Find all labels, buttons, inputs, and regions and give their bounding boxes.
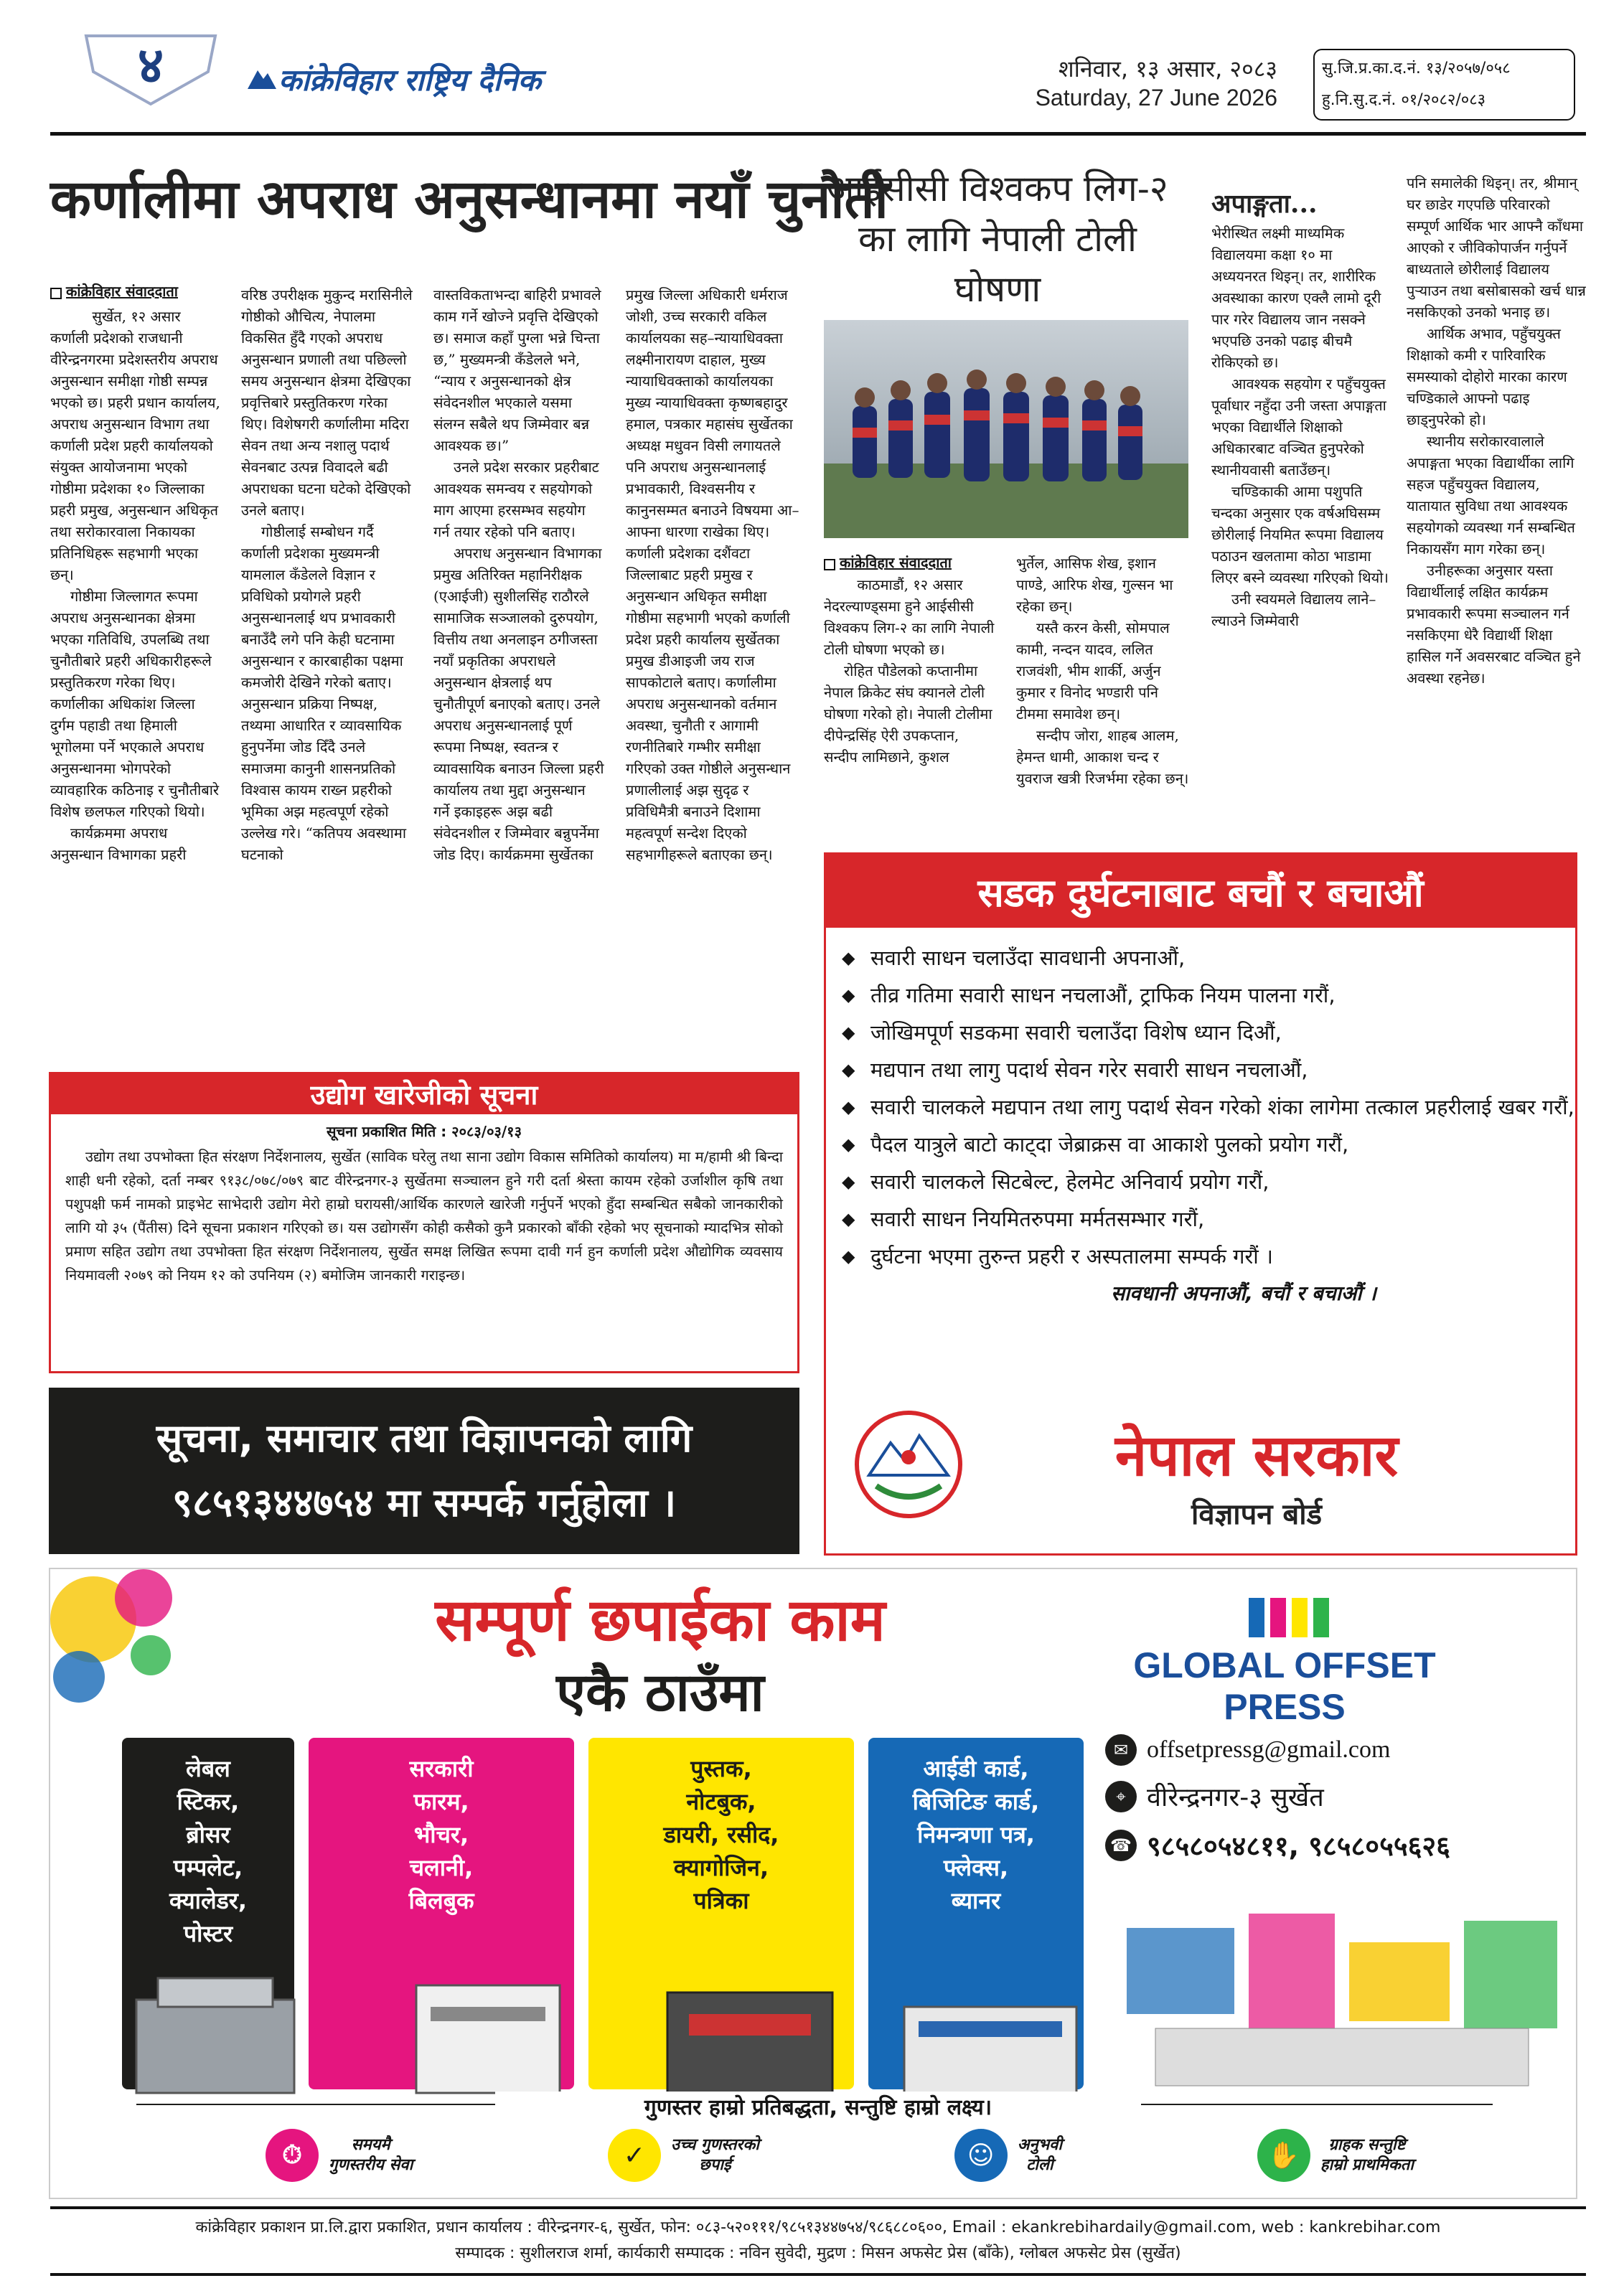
printing-machines-illustration [115, 1957, 1091, 2100]
press-address-row [1105, 1779, 1564, 1814]
road-safety-item: ◆ सवारी चालकले मद्यपान तथा लागु पदार्थ सेवन गरेको शंका लागेमा तत्काल प्रहरीलाई खबर गरौं, [833, 1088, 1575, 1126]
lead-byline [50, 281, 215, 301]
footer-publisher: कांक्रेविहार प्रकाशन प्रा.लि.द्वारा प्रकाशित, प्रधान कार्यालय : वीरेन्द्रनगर-६, सुर्खेत, फोन: ०८३-५२०१११/९८५१३४४७५४/९८६८८०६००, Email : ekankrebihardaily@gmail.com, web : kankrebihar.com [195, 2219, 1441, 2236]
lead-dateline: सुर्खेत, १२ असार [92, 308, 181, 325]
sport-paragraph: नेदरल्याण्ड्समा हुने आईसीसी विश्वकप लिग-२ का लागि नेपाली टोली घोषणा भएको छ। [824, 598, 995, 658]
date-english: Saturday, 27 June 2026 [1035, 85, 1277, 110]
byline-box-icon [824, 559, 835, 570]
feature-headline: अपाङ्गता... [1211, 189, 1318, 219]
page-number: ४ [137, 36, 164, 95]
check-icon: ✓ [608, 2129, 661, 2182]
notice-title: उद्योग खारेजीको सूचना [310, 1079, 538, 1111]
lead-col-4 [626, 284, 802, 1052]
service-label: समयमै गुणस्तरीय सेवा [329, 2136, 413, 2174]
press-ad [49, 1568, 1577, 2199]
service-label: ग्राहक सन्तुष्टि हाम्रो प्राथमिकता [1320, 2136, 1414, 2174]
team-photo [824, 320, 1188, 538]
sport-byline [824, 552, 996, 572]
masthead [0, 0, 1624, 136]
print-products-illustration [1112, 1885, 1572, 2100]
industry-notice [49, 1072, 799, 1373]
road-safety-item: ◆ जोखिमपूर्ण सडकमा सवारी चलाउँदा विशेष ध्यान दिऔं, [833, 1014, 1575, 1051]
road-safety-slogan: सावधानी अपनाऔं, बचौं र बचाऔं । [1111, 1281, 1376, 1305]
lead-paragraph: कर्णाली प्रदेशको राजधानी वीरेन्द्रनगरमा प्रदेशस्तरीय अपराध अनुसन्धान समीक्षा गोष्ठी सम्पन्न भएको छ। प्रहरी प्रधान कार्यालय, अपराध अनुसन्धान विभाग तथा कर्णाली प्रदेश प्रहरी कार्यालयको संयुक्त आयोजनामा भएको गोष्ठीमा प्रदेशका १० जिल्लाका प्रहरी प्रमुख, अनुसन्धान अधिकृत तथा सरोकारवाला निकायका प्रतिनिधिहरू सहभागी भएका छन्। [50, 329, 220, 583]
feature-paragraph: चण्डिकाकी आमा पशुपति चन्दका अनुसार एक वर्षअघिसम्म छोरीलाई नियमित रूपमा विद्यालय पठाउन खलतामा कोठा भाडामा लिएर बस्ने व्यवस्था गरिएको थियो। [1211, 483, 1389, 586]
lead-paragraph: अपराध अनुसन्धान विभागका प्रमुख अतिरिक्त महानिरीक्षक (एआईजी) सुशीलसिंह राठौरले सामाजिक सञ्जालको दुरुपयोग, वित्तीय तथा अनलाइन ठगीजस्ता नयाँ प्रकृतिका अपराधले अनुसन्धान क्षेत्रलाई थप चुनौतीपूर्ण बनाएको बताए। उनले अपराध अनुसन्धानलाई पूर्ण रूपमा निष्पक्ष, स्वतन्त्र र व्यावसायिक बनाउन जिल्ला प्रहरी कार्यालय तथा मुद्दा अनुसन्धान गर्ने इकाइहरू अझ बढी संवेदनशील र जिम्मेवार बन्नुपर्नेमा जोड दिए। कार्यक्रममा सुर्खेतका [433, 545, 604, 863]
lead-paragraph: वास्तविकताभन्दा बाहिरी प्रभावले काम गर्ने खोज्ने प्रवृत्ति देखिएको छ। समाज कहाँ पुग्ला भन्ने चिन्ता छ,” मुख्यमन्त्री कँडेलले भने, “न्याय र अनुसन्धानको क्षेत्र संवेदनशील भएकाले यसमा संलग्न सबैले थप जिम्मेवार बन्न आवश्यक छ।” [433, 286, 601, 454]
sport-col-1 [824, 574, 996, 839]
road-safety-ad [824, 852, 1577, 1556]
paper-name: कांक्रेविहार राष्ट्रिय दैनिक [278, 62, 541, 98]
road-safety-title-bar [826, 855, 1575, 928]
govt-name: नेपाल सरकार [1114, 1422, 1399, 1489]
sport-paragraph: रोहित पौडेलको कप्तानीमा नेपाल क्रिकेट संघ क्यानले टोली घोषणा गरेको हो। नेपाली टोलीमा दीपेन्द्रसिंह ऐरी उपकप्तान, सन्दीप लामिछाने, कुशल [824, 662, 992, 766]
press-headline-2: एकै ठाउँमा [556, 1662, 764, 1723]
road-safety-item: ◆ सवारी चालकले सिटबेल्ट, हेलमेट अनिवार्य प्रयोग गरौं, [833, 1163, 1575, 1200]
phone-icon: ☎ [1105, 1830, 1137, 1861]
press-email-row [1105, 1734, 1564, 1766]
sport-paragraph: भुर्तेल, आसिफ शेख, इशान पाण्डे, आरिफ शेख, गुल्सन भा रहेका छन्। [1016, 555, 1173, 615]
lead-col-3 [433, 284, 606, 1052]
registration-box [1313, 49, 1575, 121]
registration-number-1: सु.जि.प्र.का.द.नं. १३/२०५७/०५८ [1322, 60, 1511, 77]
sport-byline-text: कांक्रेविहार संवाददाता [840, 554, 952, 571]
road-safety-item: ◆ पैदल यात्रुले बाटो काट्दा जेब्राक्रस वा आकाशे पुलको प्रयोग गरौं, [833, 1126, 1575, 1163]
feature-paragraph: भेरीस्थित लक्ष्मी माध्यमिक विद्यालयमा कक्षा १० मा अध्ययनरत थिइन्। तर, शारीरिक अवस्थाका कारण एक्लै लामो दूरी पार गरेर विद्यालय जान नसक्ने भएपछि उनको पढाइ बीचमै रोकिएको छ। [1211, 225, 1381, 371]
lead-byline-text: कांक्रेविहार संवाददाता [66, 283, 178, 300]
press-category-label: लेबल स्टिकर, ब्रोसर पम्पलेट, क्यालेडर, पोस्टर [169, 1755, 248, 1947]
press-phone-row [1105, 1827, 1564, 1864]
lead-paragraph: गोष्ठीमा जिल्लागत रूपमा अपराध अनुसन्धानका क्षेत्रमा भएका गतिविधि, उपलब्धि तथा चुनौतीबारे प्रहरी अधिकारीहरूले प्रस्तुतिकरण गरेका थिए। कर्णालीका अधिकांश जिल्ला दुर्गम पहाडी तथा हिमाली भूगोलमा पर्ने भएकाले अपराध अनुसन्धानमा भोगपरेको व्यावहारिक कठिनाइ र चुनौतीबारे विशेष छलफल गरिएको थियो। [50, 588, 220, 820]
sport-dateline: काठमाडौं, १२ असार [857, 576, 963, 593]
footer-bottom-rule [50, 2273, 1586, 2276]
location-icon: ⌖ [1105, 1781, 1137, 1812]
press-category-label: पुस्तक, नोटबुक, डायरी, रसीद, क्यागोजिन, पत्रिका [663, 1755, 779, 1914]
date-nepali: शनिवार, १३ असार, २०८३ [1058, 55, 1277, 83]
press-address: वीरेन्द्रनगर-३ सुर्खेत [1147, 1783, 1324, 1812]
lead-col-1 [50, 306, 222, 1052]
feature-paragraph: उनी स्वयमले विद्यालय लाने–ल्याउने जिम्मेवारी [1211, 591, 1376, 629]
lead-headline: कर्णालीमा अपराध अनुसन्धानमा नयाँ चुनौती [50, 169, 888, 230]
contact-line-1: सूचना, समाचार तथा विज्ञापनको लागि [156, 1416, 693, 1461]
ad-board-name: विज्ञापन बोर्ड [1191, 1498, 1323, 1531]
press-contact [1105, 1734, 1564, 1864]
lead-col-2 [241, 284, 413, 1052]
team-icon: ☺ [954, 2129, 1008, 2182]
footer-rule [50, 2206, 1586, 2209]
road-safety-item: ◆ सवारी साधन नियमितरुपमा मर्मतसम्भार गरौं, [833, 1200, 1575, 1238]
feature-col-2 [1407, 172, 1586, 839]
lead-paragraph: अपराध अनुसन्धानको वर्तमान अवस्था, चुनौती र आगामी रणनीतिबारे गम्भीर समीक्षा गरिएको उक्त गोष्ठीले अनुसन्धान प्रणालीलाई अझ सुदृढ र प्रविधिमैत्री बनाउने दिशामा महत्वपूर्ण सन्देश दिएको सहभागीहरूले बताएका छन्। [626, 695, 791, 863]
masthead-rule [50, 132, 1586, 136]
press-headline-1: सम्पूर्ण छपाईका काम [435, 1586, 886, 1655]
clock-icon: ⏱ [266, 2129, 319, 2182]
color-bars-icon [1249, 1598, 1335, 1641]
press-category-label: सरकारी फारम, भौचर, चलानी, बिलबुक [408, 1755, 474, 1914]
feature-paragraph: उनीहरूका अनुसार यस्ता विद्यार्थीलाई लक्षित कार्यक्रम प्रभावकारी रूपमा सञ्चालन गर्न नसकिएमा धेरै विद्यार्थी शिक्षा हासिल गर्ने अवसरबाट वञ्चित हुने अवस्था रहनेछ। [1407, 562, 1581, 687]
registration-number-2: हु.नि.सु.द.नं. ०१/२०८२/०८३ [1322, 91, 1486, 109]
road-safety-item: ◆ दुर्घटना भएमा तुरुन्त प्रहरी र अस्पतालमा सम्पर्क गरौं । [833, 1238, 1575, 1275]
service-item [1257, 2129, 1414, 2182]
press-phones: ९८५८०५४८११, ९८५८०५५६२६ [1147, 1830, 1450, 1862]
lead-paragraph: उनले प्रदेश सरकार प्रहरीबाट आवश्यक समन्वय र सहयोगको माग आएमा हरसम्भव सहयोग गर्न तयार रहेको पनि बताए। [433, 458, 599, 540]
road-safety-title: सडक दुर्घटनाबाट बचौं र बचाऔं [977, 870, 1424, 916]
service-item [608, 2129, 759, 2182]
nepal-emblem-icon [848, 1407, 970, 1522]
road-safety-item: ◆ मद्यपान तथा लागु पदार्थ सेवन गरेर सवारी साधन नचलाऔं, [833, 1051, 1575, 1088]
sport-paragraph: यस्तै करन केसी, सोमपाल कामी, नन्दन यादव, ललित राजवंशी, भीम शार्की, अर्जुन कुमार र विनोद भण्डारी पनि टीममा समावेश छन्। [1016, 619, 1170, 723]
service-label: अनुभवी टोली [1017, 2136, 1063, 2174]
press-email: offsetpressg@gmail.com [1147, 1736, 1391, 1763]
notice-body: उद्योग तथा उपभोक्ता हित संरक्षण निर्देशनालय, सुर्खेत (साविक घरेलु तथा साना उद्योग विकास समितिको कार्यालय) मा म/हामी श्री बिन्दा शाही धनी रहेको, दर्ता नम्बर ९१३८/०७८/०७९ बाट वीरेन्द्रनगर-३ सुर्खेतमा सञ्चालन हुने गरी दर्ता श्रेस्ता कायम रहेको उर्जाशील कृषि तथा पशुपक्षी फर्म नामको प्राइभेट साभेदारी उद्योग मेरो हाम्रो घरायसी/आर्थिक कारणले खारेजी गर्नुपर्ने भएको हुँदा सम्बन्धित सबैको जानकारीको लागि यो ३५ (पैंतीस) दिने सूचना प्रकाशन गरिएको छ। यस उद्योगसँग कोही कसैको कुनै प्रकारको बाँकी रहेको भए सूचनाको म्यादभित्र सोको प्रमाण सहित उद्योग तथा उपभोक्ता हित संरक्षण निर्देशनालय, सुर्खेत समक्ष लिखित रूपमा दावी गर्न हुन कर्णाली प्रदेश औद्योगिक व्यवसाय नियमावली २०७९ को नियम १२ को उपनियम (२) बमोजिम जानकारी गराइन्छ। [65, 1148, 783, 1284]
service-item [266, 2129, 413, 2182]
road-safety-item: ◆ तीव्र गतिमा सवारी साधन नचलाऔं, ट्राफिक नियम पालना गरौं, [833, 977, 1575, 1014]
press-category-label: आईडी कार्ड, बिजिटिङ कार्ड, निमन्त्रणा पत्र, फ्लेक्स, ब्यानर [912, 1755, 1040, 1914]
feature-paragraph: स्थानीय सरोकारवालाले अपाङ्गता भएका विद्यार्थीका लागि सहज पहुँचयुक्त विद्यालय, यातायात सुविधा तथा आवश्यक सहयोगको व्यवस्था गर्न सम्बन्धित निकायसँग माग गरेका छन्। [1407, 433, 1575, 557]
email-icon: ✉ [1105, 1734, 1137, 1766]
notice-title-bar [51, 1074, 797, 1114]
feature-paragraph: आवश्यक सहयोग र पहुँचयुक्त पूर्वाधार नहुँदा उनी जस्ता अपाङ्गता भएका विद्यार्थीले शिक्षाको अधिकारबाट वञ्चित हुनुपरेको स्थानीयवासी बताउँछन्। [1211, 375, 1386, 479]
sport-paragraph: सन्दीप जोरा, शाहब आलम, हेमन्त धामी, आकाश चन्द र युवराज खत्री रिजर्भमा रहेका छन्। [1016, 727, 1189, 787]
road-safety-list [826, 939, 1575, 1275]
lead-paragraph: गोष्ठीलाई सम्बोधन गर्दै कर्णाली प्रदेशका मुख्यमन्त्री यामलाल कँडेलले विज्ञान र प्रविधिको प्रयोगले प्रहरी अनुसन्धानलाई थप प्रभावकारी बनाउँदै लगे पनि केही घटनामा अनुसन्धान र कारबाहीका पक्षमा कमजोरी देखिने गरेको बताए। अनुसन्धान प्रक्रिया निष्पक्ष, तथ्यमा आधारित र व्यावसायिक हुनुपर्नेमा जोड दिँदै उनले समाजमा कानुनी शासनप्रतिको विश्वास कायम राख्न प्रहरीको भूमिका अझ महत्वपूर्ण रहेको उल्लेख गरे। “कतिपय अवस्थामा घटनाको [241, 523, 406, 863]
lead-paragraph: वरिष्ठ उपरीक्षक मुकुन्द मरासिनीले गोष्ठीको औचित्य, नेपालमा विकसित हुँदै गएको अपराध अनुसन्धान प्रणाली तथा पछिल्लो समय अनुसन्धान क्षेत्रमा देखिएका प्रवृत्तिबारे प्रस्तुतिकरण गरेका थिए। विशेषगरी कर्णालीमा मदिरा सेवन तथा अन्य नशालु पदार्थ सेवनबाट उत्पन्न विवादले बढी अपराधका घटना घटेको देखिएको उनले बताए। [241, 286, 413, 519]
feature-paragraph: पनि समालेकी थिइन्। तर, श्रीमान् घर छाडेर गएपछि परिवारको सम्पूर्ण आर्थिक भार आफ्नै काँधमा आएको र जीविकोपार्जन गर्नुपर्ने बाध्यताले छोरीलाई विद्यालय पुऱ्याउन तथा बसोबासको खर्च धान्न नसकिएको उनको भनाइ छ। [1407, 174, 1586, 321]
notice-date: सूचना प्रकाशित मिति : २०८३/०३/१३ [327, 1123, 522, 1140]
byline-box-icon [50, 288, 62, 299]
service-label: उच्च गुणस्तरको छपाई [671, 2136, 759, 2174]
press-tagline: गुणस्तर हाम्रो प्रतिबद्धता, सन्तुष्टि हाम्रो लक्ष्य। [495, 2092, 1141, 2121]
handshake-icon: ✋ [1257, 2129, 1310, 2182]
service-item [954, 2129, 1062, 2182]
footer-editors: सम्पादक : सुशीलराज शर्मा, कार्यकारी सम्पादक : नविन सुवेदी, मुद्रण : मिसन अफसेट प्रेस (बाँके), ग्लोबल अफसेट प्रेस (सुर्खेत) [455, 2244, 1181, 2262]
sport-col-2 [1016, 552, 1191, 839]
lead-paragraph: कार्यक्रममा अपराध अनुसन्धान विभागका प्रहरी [50, 824, 187, 863]
press-brand: GLOBAL OFFSET PRESS [1133, 1645, 1436, 1727]
road-safety-item: ◆ सवारी साधन चलाउँदा सावधानी अपनाऔं, [833, 939, 1575, 977]
paper-logo-icon [248, 63, 276, 92]
feature-col-1 [1211, 222, 1391, 839]
service-row [266, 2129, 1414, 2182]
lead-paragraph: प्रमुख जिल्ला अधिकारी धर्मराज जोशी, उच्च सरकारी वकिल कार्यालयका सह–न्यायाधिवक्ता लक्ष्मीनारायण दाहाल, मुख्य न्यायाधिवक्ताको कार्यालयका मुख्य न्यायाधिवक्ता कृष्णबहादुर हमाल, पत्रकार महासंघ सुर्खेतका अध्यक्ष मधुवन विसी लगायतले पनि अपराध अनुसन्धानलाई प्रभावकारी, विश्वसनीय र कानुनसम्मत बनाउने विषयमा आ–आफ्ना धारणा राखेका थिए। कर्णाली प्रदेशका दशैंवटा जिल्लाबाट प्रहरी प्रमुख र अनुसन्धान अधिकृत समीक्षा गोष्ठीमा सहभागी भएको कर्णाली प्रदेश प्रहरी कार्यालय सुर्खेतका प्रमुख डीआइजी जय राज सापकोटाले बताए। कर्णालीमा [626, 286, 799, 691]
feature-paragraph: आर्थिक अभाव, पहुँचयुक्त शिक्षाको कमी र पारिवारिक समस्याको दोहोरो मारका कारण चण्डिकाले आफ्नो पढाइ छाड्नुपरेको हो। [1407, 325, 1567, 428]
contact-banner [49, 1388, 799, 1554]
sport-headline: आईसीसी विश्वकप लिग-२ का लागि नेपाली टोली घोषणा [827, 168, 1168, 310]
contact-line-2: ९८५१३४४७५४ मा सम्पर्क गर्नुहोला । [172, 1480, 677, 1525]
